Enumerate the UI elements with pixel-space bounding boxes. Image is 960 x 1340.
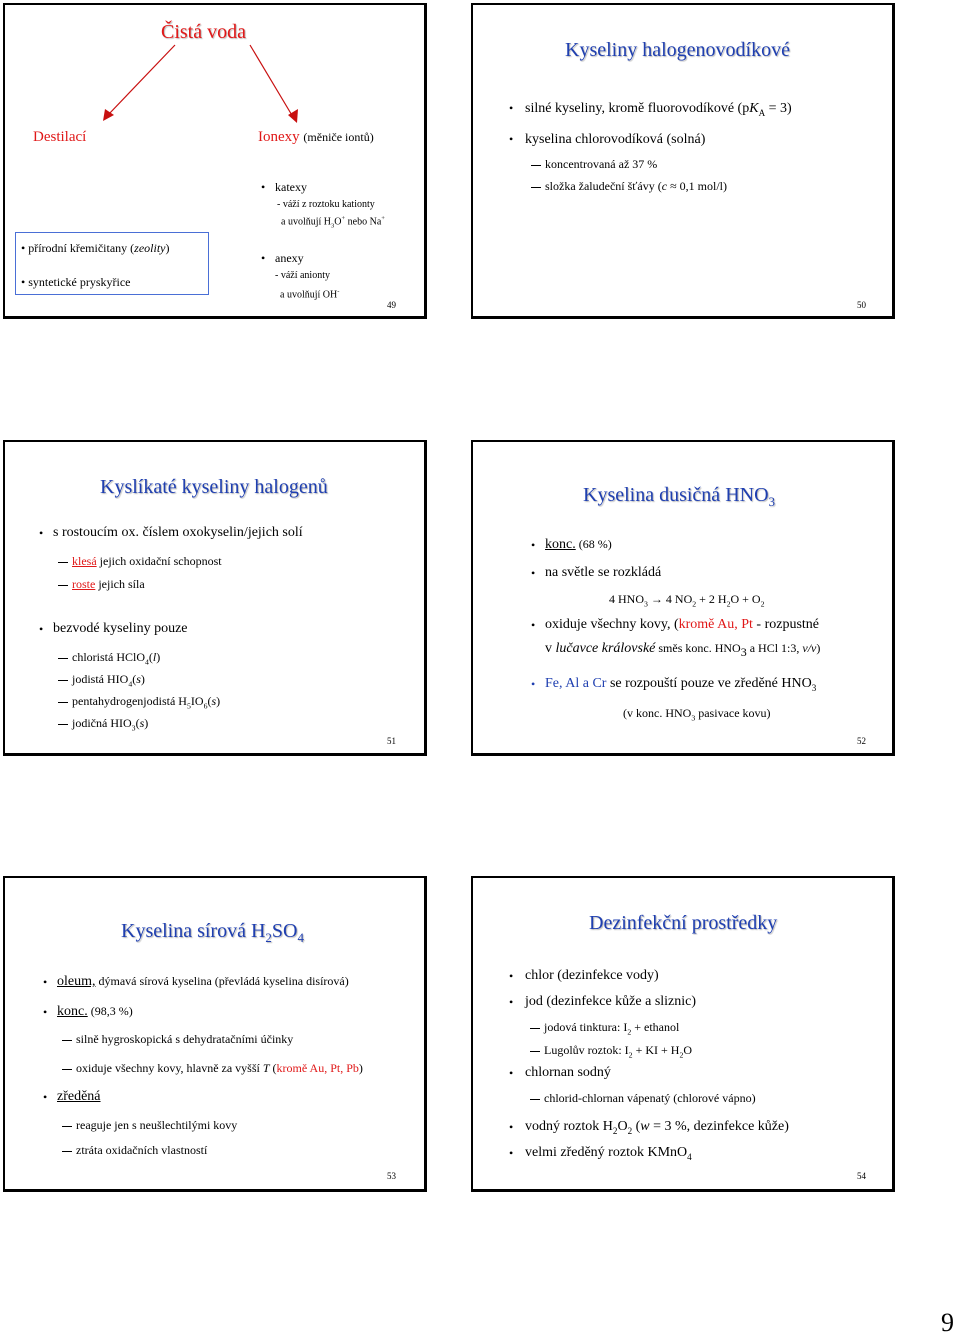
- dash: [58, 562, 68, 563]
- bullet-jod: jod (dezinfekce kůže a sliznic): [525, 994, 697, 1009]
- slide-49: [3, 3, 427, 319]
- slide-50: [471, 3, 895, 319]
- slide-number: 54: [857, 1171, 866, 1181]
- slide-number: 51: [387, 736, 396, 746]
- katexy-label: katexy: [275, 180, 307, 194]
- bullet: •: [509, 1120, 514, 1134]
- bullet: •: [531, 618, 536, 632]
- sub-chlorove-vapno: chlorid-chlornan vápenatý (chlorové vápno): [544, 1091, 756, 1105]
- slide-title: Dezinfekční prostředky: [589, 912, 778, 934]
- slide-51: [3, 440, 427, 756]
- sub-base-metals: reaguje jen s neušlechtilými kovy: [76, 1118, 238, 1132]
- bullet: •: [509, 995, 514, 1009]
- decomposition-equation: 4 $HNO_3 \to 4$ $NO_2 + 2$ $H_2O + O_2$: [609, 592, 765, 609]
- katexy-line-2: a uvolňují $H_3O^+$ nebo Na+: [281, 215, 385, 230]
- bullet-peroxide: vodný roztok $H_2O_2$ (w = 3 %, dezinfekce kůže): [525, 1119, 789, 1136]
- dash: [531, 165, 541, 166]
- bullet: •: [261, 251, 266, 265]
- dash: [62, 1069, 72, 1070]
- sub-concentration: koncentrovaná až 37 %: [545, 157, 658, 171]
- dash: [58, 658, 68, 659]
- slide-title: Kyselina sírová $H_2SO_4$: [121, 920, 304, 945]
- anexy-line-2: a uvolňují OH-: [280, 288, 340, 301]
- dash: [62, 1151, 72, 1152]
- anexy-line-1: - váží anionty: [275, 270, 330, 281]
- sub-hygroscopic: silně hygroskopická s dehydratačními účinky: [76, 1032, 294, 1046]
- slide-title: Kyselina dusičná $HNO_3$: [583, 484, 776, 509]
- katexy-line-1: - váží z roztoku kationty: [277, 199, 375, 210]
- sub-gastric: složka žaludeční šťávy (c ≈ 0,1 mol/l): [545, 179, 727, 193]
- sub-oxidizes: oxiduje všechny kovy, hlavně za vyšší T (kromě Au, Pt, Pb): [76, 1061, 363, 1075]
- slide-title: Kyslíkaté kyseliny halogenů: [100, 476, 328, 498]
- dash: [58, 724, 68, 725]
- slide-number: 53: [387, 1171, 396, 1181]
- slide-53: [3, 876, 427, 1192]
- bullet: •: [261, 180, 266, 194]
- dash: [62, 1126, 72, 1127]
- slide-number: 52: [857, 736, 866, 746]
- sub-hio3: jodičná $HIO_3(s)$: [72, 716, 149, 733]
- bullet-dilute: zředěná: [57, 1089, 101, 1104]
- bullet-fe-al-cr: Fe, Al a Cr se rozpouští pouze ve zředěné $HNO_3$: [545, 676, 817, 693]
- sub-roste: roste jejich síla: [72, 577, 145, 591]
- sub-klesa: klesá jejich oxidační schopnost: [72, 554, 222, 568]
- slide-52: [471, 440, 895, 756]
- bullet-oxidation: s rostoucím ox. číslem oxokyselin/jejich solí: [53, 525, 303, 540]
- bullet: •: [509, 969, 514, 983]
- bullet: •: [43, 975, 48, 989]
- dash: [530, 1051, 540, 1052]
- anexy-label: anexy: [275, 251, 304, 265]
- bullet: •: [509, 132, 514, 146]
- passivation-note: (v konc. $HNO_3$ pasivace kovu): [623, 706, 771, 723]
- ionexy-label: Ionexy (měniče iontů): [258, 129, 374, 145]
- bullet-oleum: oleum, dýmavá sírová kyselina (převládá kyselina disírová): [57, 974, 349, 989]
- page-number: 9: [941, 1308, 954, 1337]
- sub-h5io6: pentahydrogenjodistá $H_5IO_6(s)$: [72, 694, 221, 711]
- bullet: •: [531, 566, 536, 580]
- bullet-konc: konc. (98,3 %): [57, 1004, 133, 1019]
- pryskyrice-item: • syntetické pryskyřice: [21, 275, 131, 289]
- bullet: •: [509, 1146, 514, 1160]
- dash: [58, 585, 68, 586]
- bullet: •: [531, 677, 536, 691]
- dash: [530, 1099, 540, 1100]
- bullet: •: [43, 1090, 48, 1104]
- dash: [531, 187, 541, 188]
- sub-hio4: jodistá $HIO_4(s)$: [72, 672, 145, 689]
- bullet: •: [531, 538, 536, 552]
- slide-title: Kyseliny halogenovodíkové: [565, 39, 790, 61]
- bullet: •: [509, 101, 514, 115]
- bullet-strong-acids: silné kyseliny, kromě fluorovodíkové $(pK_A = 3)$: [525, 101, 792, 118]
- bullet-anhydrous: bezvodé kyseliny pouze: [53, 621, 188, 636]
- bullet: •: [39, 526, 44, 540]
- bullet-konc: konc. (68 %): [545, 537, 612, 552]
- sub-tinktura: jodová tinktura: $I_2$ + ethanol: [544, 1020, 680, 1037]
- slide-number: 50: [857, 300, 866, 310]
- slide-54: [471, 876, 895, 1192]
- aqua-regia-line: v lučavce královské směs konc. $HNO_3$ a HCl 1:3, v/v): [545, 641, 821, 659]
- sub-loss-oxidation: ztráta oxidačních vlastností: [76, 1143, 208, 1157]
- bullet-chlornan: chlornan sodný: [525, 1065, 611, 1080]
- bullet: •: [43, 1005, 48, 1019]
- bullet-light: na světle se rozkládá: [545, 565, 662, 580]
- dash: [530, 1028, 540, 1029]
- sub-hclo4: chloristá HClO$_4$(l): [72, 650, 161, 667]
- sub-lugol: Lugolův roztok: $I_2$ + KI + $H_2O$: [544, 1043, 693, 1060]
- zeolity-item: • přírodní křemičitany (zeolity): [21, 241, 170, 255]
- dash: [58, 702, 68, 703]
- bullet: •: [509, 1066, 514, 1080]
- dash: [58, 680, 68, 681]
- slide-number: 49: [387, 300, 396, 310]
- slide-title: Čistá voda: [161, 21, 246, 43]
- destilace-label: Destilací: [33, 129, 87, 145]
- bullet: •: [39, 622, 44, 636]
- bullet-kmno4: velmi zředěný roztok KMnO$_4$: [525, 1145, 692, 1162]
- bullet-hcl: kyselina chlorovodíková (solná): [525, 132, 706, 147]
- dash: [62, 1040, 72, 1041]
- bullet-chlor: chlor (dezinfekce vody): [525, 968, 659, 983]
- bullet-oxidizes: oxiduje všechny kovy, (kromě Au, Pt - rozpustné: [545, 617, 819, 632]
